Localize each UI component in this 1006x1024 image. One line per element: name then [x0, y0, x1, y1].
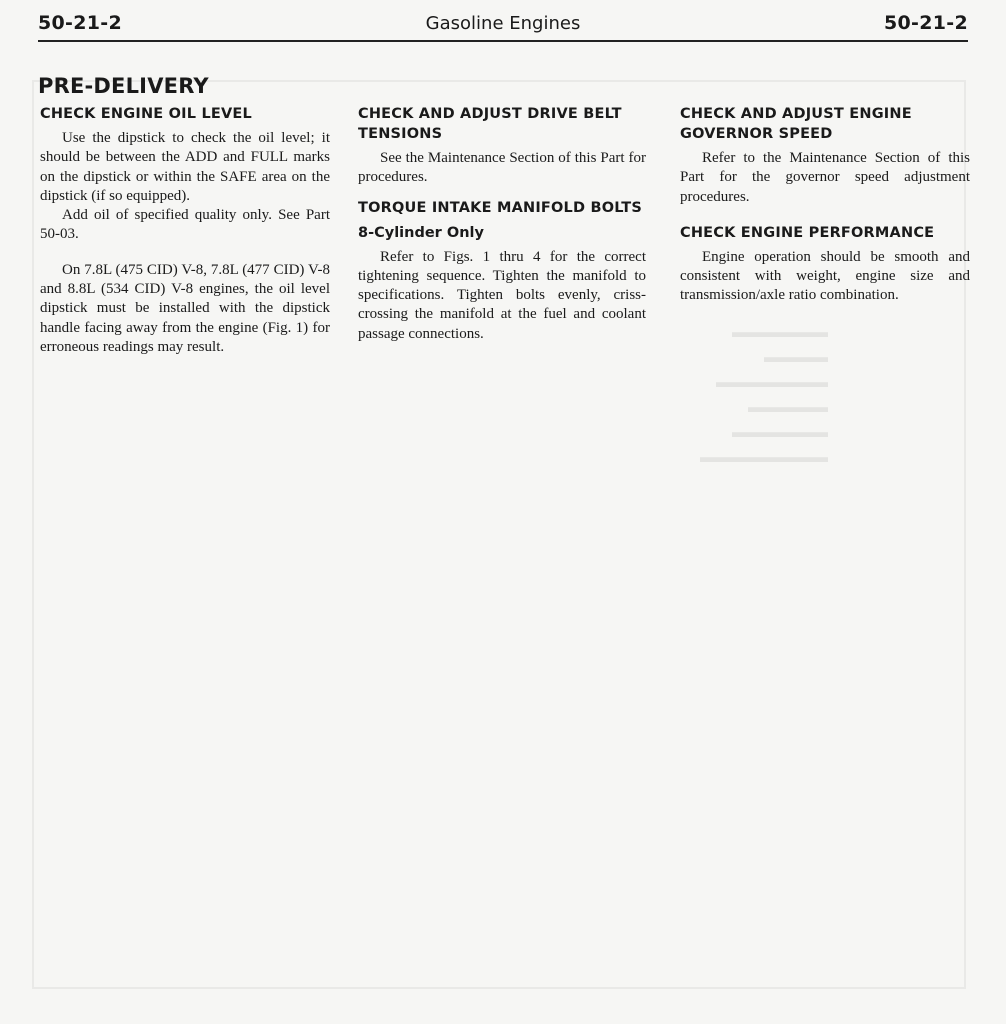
page-number-left: 50-21-2	[38, 12, 122, 34]
running-title: Gasoline Engines	[425, 13, 581, 34]
oil-level-paragraph-1: Use the dipstick to check the oil level; it should be between the ADD and FULL marks on the dipstick or within the SAFE area on the dipstick (if so equipped).	[40, 130, 330, 204]
column-3	[680, 104, 970, 306]
column-2	[358, 104, 646, 344]
column-1	[40, 104, 330, 357]
heading-check-engine-oil-level: CHECK ENGINE OIL LEVEL	[40, 106, 252, 122]
heading-torque-intake-manifold: TORQUE INTAKE MANIFOLD BOLTS	[358, 199, 643, 216]
oil-level-paragraph-3: On 7.8L (475 CID) V-8, 7.8L (477 CID) V-8 and 8.8L (534 CID) V-8 engines, the oil level dipstick must be installed with the dipstick handle facing away from the engine (Fig. 1) for erroneous readings may result.	[40, 261, 330, 355]
bleed-through-text: ▬▬▬▬▬▬ ▬▬▬▬ ▬▬▬▬▬▬▬ ▬▬▬▬▬ ▬▬▬▬▬▬ ▬▬▬▬▬▬▬▬	[700, 324, 828, 466]
governor-paragraph: Refer to the Maintenance Section of this Part for the governor speed adjustment procedures.	[680, 150, 970, 205]
performance-paragraph: Engine operation should be smooth and consistent with weight, engine size and transmission/axle ratio combination.	[680, 248, 970, 304]
section-title: PRE-DELIVERY	[38, 74, 209, 98]
heading-governor-speed: CHECK AND ADJUST ENGINE GOVERNOR SPEED	[680, 106, 912, 142]
manifold-paragraph: Refer to Figs. 1 thru 4 for the correct tightening sequence. Tighten the manifold to specifications. Tighten bolts evenly, criss-crossing the manifold at the fuel and coolant passage connections.	[358, 248, 646, 342]
heading-engine-performance: CHECK ENGINE PERFORMANCE	[680, 224, 935, 241]
heading-drive-belt-tensions: CHECK AND ADJUST DRIVE BELT TENSIONS	[358, 106, 622, 142]
drive-belt-paragraph: See the Maintenance Section of this Part for procedures.	[358, 150, 646, 186]
running-header	[38, 10, 968, 42]
oil-level-paragraph-2: Add oil of specified quality only. See Part 50-03.	[40, 207, 330, 243]
page-number-right: 50-21-2	[884, 12, 968, 34]
subheading-8-cylinder: 8-Cylinder Only	[358, 224, 484, 241]
